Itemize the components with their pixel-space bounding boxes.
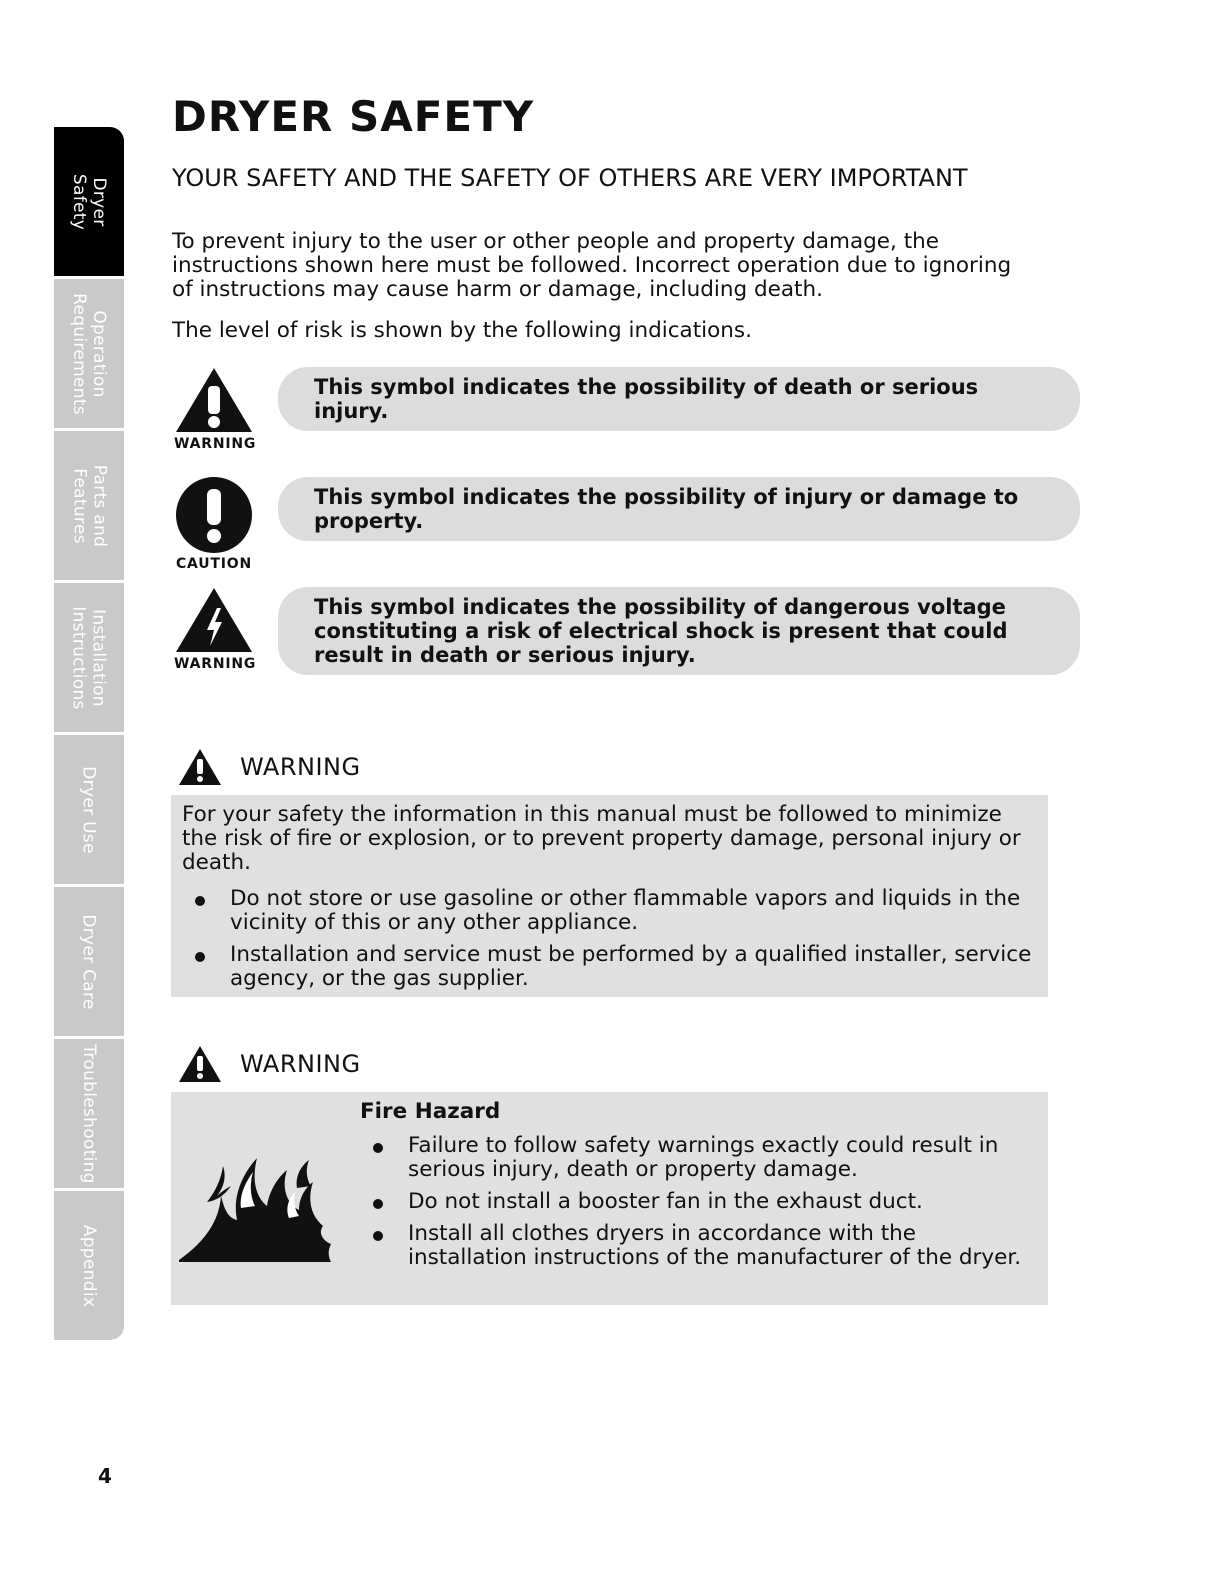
- warning-triangle-icon: [178, 1045, 222, 1083]
- symbol-description: This symbol indicates the possibility of death or serious injury.: [278, 367, 1080, 431]
- bullet-icon: [373, 1231, 383, 1241]
- list-item-text: Do not install a booster fan in the exhaust duct.: [408, 1189, 923, 1214]
- tab-parts-and-features[interactable]: [54, 431, 124, 580]
- tab-label: Requirements: [69, 292, 90, 415]
- warning-triangle-icon: [178, 748, 222, 786]
- tab-label: Dryer: [89, 176, 109, 227]
- tab-label: Operation: [89, 309, 110, 398]
- tab-label: Dryer Use: [79, 765, 100, 854]
- symbol-description: This symbol indicates the possibility of injury or damage to property.: [278, 477, 1080, 541]
- symbol-description: This symbol indicates the possibility of dangerous voltage constituting a risk of electrical shock is present that could result in death or serious injury.: [278, 587, 1080, 675]
- tab-label: Troubleshooting: [79, 1043, 100, 1184]
- list-item: [182, 943, 1034, 991]
- tab-operation-requirements[interactable]: [54, 279, 124, 428]
- warning-intro: For your safety the information in this manual must be followed to minimize the risk of fire or explosion, or to prevent property damage, personal injury or death.: [182, 802, 1021, 875]
- warning-triangle-icon: [174, 366, 254, 434]
- fire-hazard-box: [171, 1092, 1048, 1305]
- tab-troubleshooting[interactable]: [54, 1039, 124, 1188]
- symbol-caption: CAUTION: [175, 556, 253, 572]
- symbol-caption: WARNING: [174, 436, 257, 452]
- bullet-icon: [373, 1199, 383, 1209]
- tab-label: Parts and: [89, 464, 110, 547]
- list-item-text: Install all clothes dryers in accordance with the installation instructions of the manufacturer of the dryer.: [408, 1221, 1022, 1270]
- tab-dryer-safety[interactable]: [54, 127, 124, 276]
- fire-hazard-heading: Fire Hazard: [360, 1099, 501, 1124]
- electrical-shock-icon: [174, 586, 254, 654]
- caution-symbol: [174, 476, 254, 572]
- warning-label: WARNING: [240, 1050, 361, 1078]
- fire-hazard-content: [360, 1100, 1030, 1270]
- page-subtitle: YOUR SAFETY AND THE SAFETY OF OTHERS ARE VERY IMPORTANT: [172, 164, 968, 192]
- tab-label: Dryer Care: [79, 913, 100, 1010]
- tab-dryer-care[interactable]: [54, 887, 124, 1036]
- warning-symbol: [174, 366, 257, 452]
- list-item-text: Do not store or use gasoline or other flammable vapors and liquids in the vicinity of this or any other appliance.: [230, 886, 1021, 935]
- warning-heading: [178, 1045, 361, 1083]
- list-item: [360, 1222, 1030, 1270]
- tab-installation-instructions[interactable]: [54, 583, 124, 732]
- tab-label: Features: [69, 467, 90, 544]
- symbol-caption: WARNING: [174, 656, 257, 672]
- bullet-icon: [373, 1143, 383, 1153]
- tab-label: Safety: [69, 173, 89, 230]
- intro-paragraph: To prevent injury to the user or other people and property damage, the instructions shown here must be followed. Incorrect operation due to ignoring of instructions may cause harm or damage, including death.: [172, 229, 1012, 302]
- list-item-text: Installation and service must be performed by a qualified installer, service agency, or the gas supplier.: [230, 942, 1032, 991]
- bullet-icon: [195, 896, 205, 906]
- tab-label: Appendix: [79, 1224, 100, 1307]
- tab-label: Installation: [89, 608, 110, 707]
- fire-icon: [177, 1148, 333, 1264]
- bullet-icon: [195, 952, 205, 962]
- risk-level-text: The level of risk is shown by the following indications.: [172, 318, 752, 343]
- caution-circle-icon: [174, 476, 254, 554]
- list-item: [360, 1134, 1030, 1182]
- page-number: 4: [98, 1464, 112, 1488]
- warning-box: [171, 795, 1048, 997]
- tab-appendix[interactable]: [54, 1191, 124, 1340]
- electrical-warning-symbol: [174, 586, 257, 672]
- tab-label: Instructions: [69, 605, 90, 710]
- tab-dryer-use[interactable]: [54, 735, 124, 884]
- warning-heading: [178, 748, 361, 786]
- side-tabs: [54, 127, 124, 1339]
- list-item: [360, 1190, 1030, 1214]
- warning-list: [360, 1134, 1030, 1270]
- list-item-text: Failure to follow safety warnings exactly could result in serious injury, death or property damage.: [408, 1133, 999, 1182]
- warning-label: WARNING: [240, 753, 361, 781]
- warning-list: [182, 887, 1034, 991]
- list-item: [182, 887, 1034, 935]
- page-title: DRYER SAFETY: [172, 92, 535, 141]
